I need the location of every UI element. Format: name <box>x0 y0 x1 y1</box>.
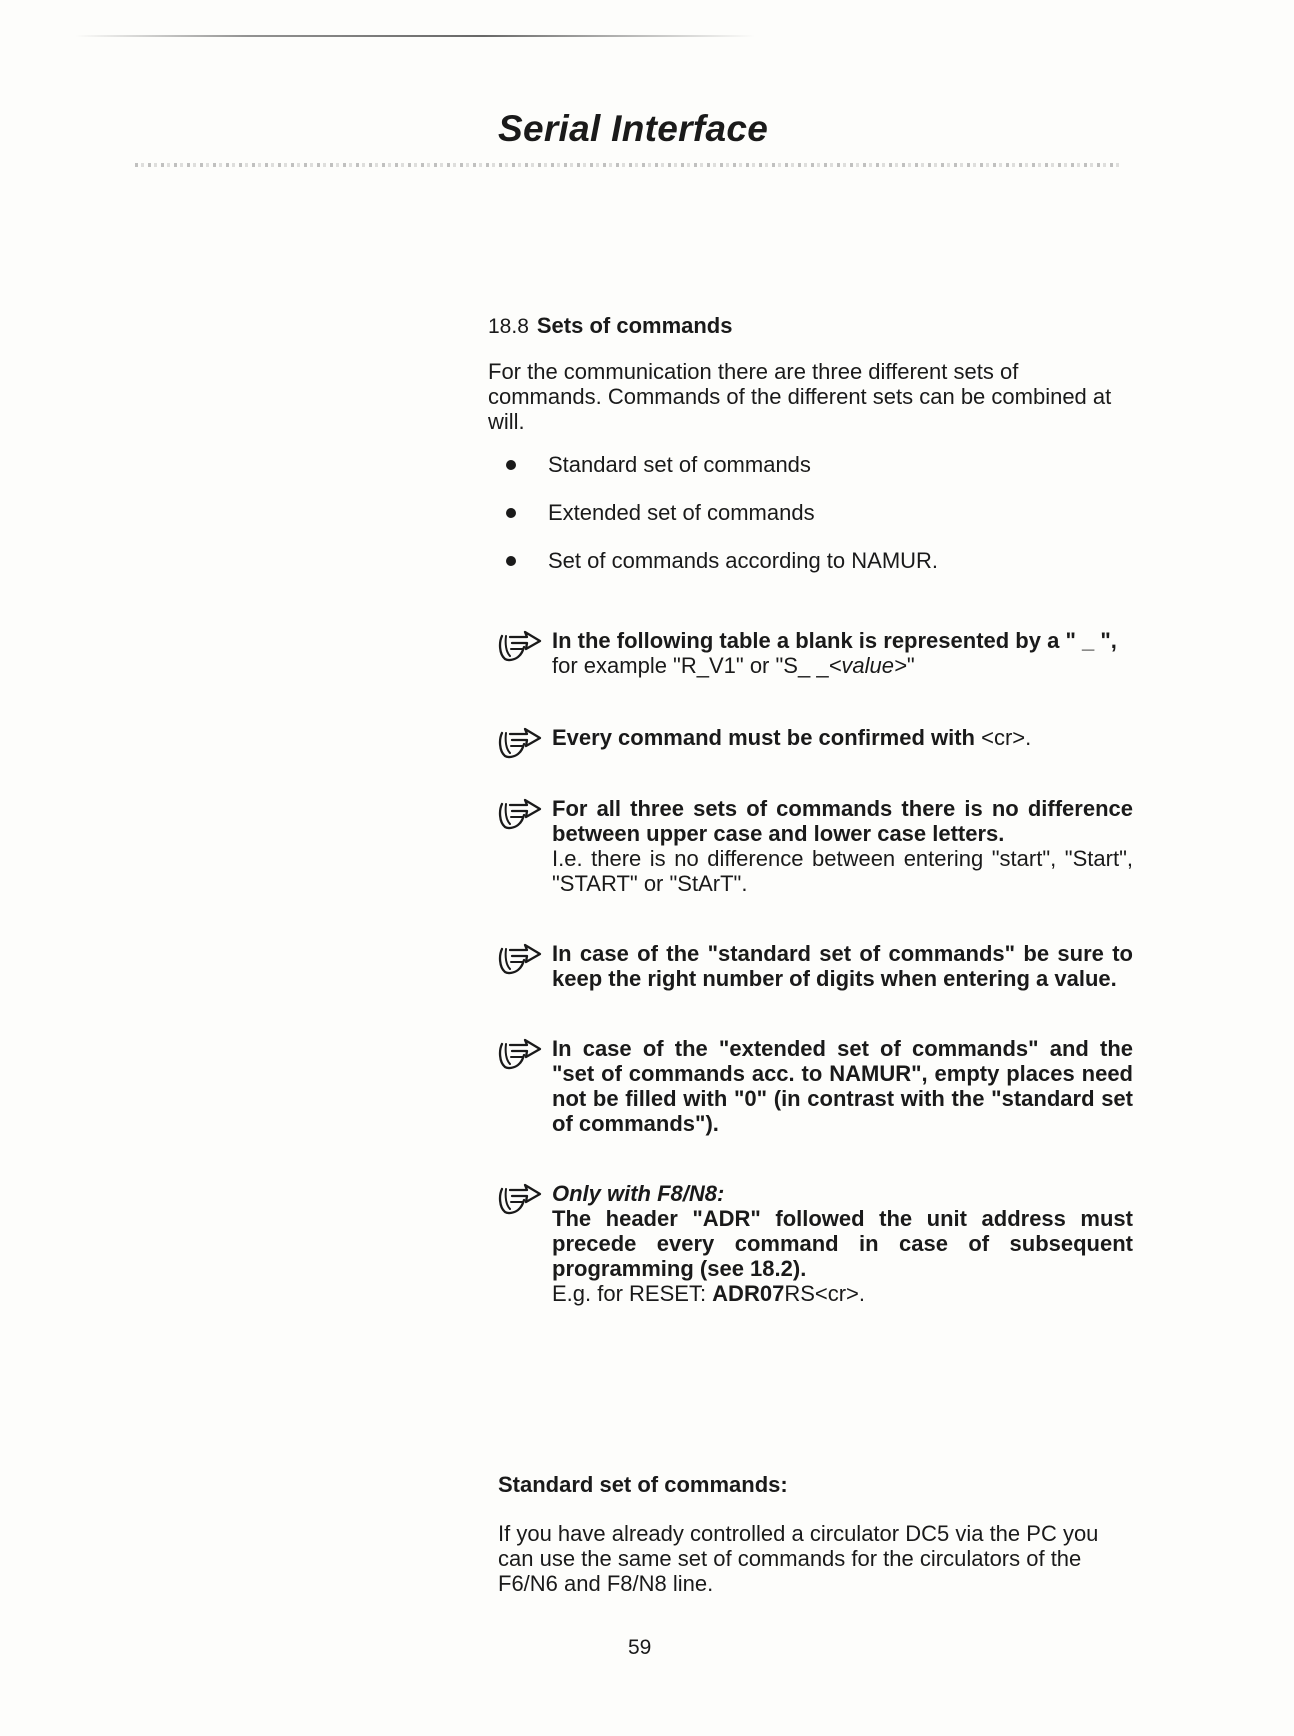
section-number: 18.8 <box>488 315 529 338</box>
pointing-hand-icon <box>496 941 546 977</box>
note-text: for example "R_V1" or "S_ _ <box>552 653 829 678</box>
pointing-hand-icon <box>496 1181 546 1217</box>
note-case-insensitive <box>488 796 1133 896</box>
note-example-line <box>552 653 1133 678</box>
page-number: 59 <box>628 1636 652 1659</box>
bullet-icon <box>506 556 516 566</box>
list-item-text: Standard set of commands <box>548 452 811 477</box>
list-item <box>488 548 1133 573</box>
note-standard-digits <box>488 941 1133 991</box>
note-bold-code: ADR07 <box>712 1281 785 1306</box>
list-item-text: Extended set of commands <box>548 500 815 525</box>
list-item <box>488 500 1133 525</box>
command-set-list <box>488 452 1133 573</box>
note-blank-representation <box>488 628 1133 678</box>
content-column <box>488 313 1133 1306</box>
intro-paragraph: For the communication there are three different sets of commands. Commands of the different sets can be combined at will. <box>488 359 1112 434</box>
pointing-hand-icon <box>496 628 546 664</box>
note-text: " <box>906 653 915 678</box>
note-text: <cr>. <box>974 725 1032 750</box>
section-heading <box>488 313 1133 339</box>
list-item-text: Set of commands according to NAMUR. <box>548 548 939 573</box>
bullet-icon <box>506 508 516 518</box>
note-text: RS<cr>. <box>784 1281 866 1306</box>
pointing-hand-icon <box>496 1036 546 1072</box>
header-rule <box>135 163 1120 167</box>
note-italic-value: <value> <box>828 653 907 678</box>
top-scan-rule <box>75 35 755 37</box>
standard-set-paragraph: If you have already controlled a circulator DC5 via the PC you can use the same set of commands for the circulators of the F6/N6 and F8/N8 line. <box>498 1521 1099 1596</box>
note-text: I.e. there is no difference between entering "start", "Start", "START" or "StArT". <box>552 846 1133 896</box>
note-text: E.g. for RESET: <box>552 1281 713 1306</box>
note-italic-heading: Only with F8/N8: <box>552 1181 725 1206</box>
standard-set-heading: Standard set of commands: <box>498 1472 788 1497</box>
bullet-icon <box>506 460 516 470</box>
note-extended-empty-places <box>488 1036 1133 1136</box>
pointing-hand-icon <box>496 725 546 761</box>
note-bold-text: The header "ADR" followed the unit address must precede every command in case of subsequent programming (see 18.2). <box>552 1206 1133 1281</box>
list-item <box>488 452 1133 477</box>
note-confirm-cr <box>488 725 1133 750</box>
page-header-title: Serial Interface <box>498 108 769 149</box>
note-bold-text: In case of the "extended set of commands" and the "set of commands acc. to NAMUR", empty places need not be filled with "0" (in contrast with the "standard set of commands"). <box>552 1036 1133 1136</box>
note-bold-text: In the following table a blank is represented by a " _ ", <box>552 628 1117 653</box>
note-f8n8-header <box>488 1181 1133 1306</box>
note-bold-text: Every command must be confirmed with <box>552 725 975 750</box>
note-bold-text: For all three sets of commands there is no difference between upper case and lower case letters. <box>552 796 1133 846</box>
pointing-hand-icon <box>496 796 546 832</box>
note-bold-text: In case of the "standard set of commands" be sure to keep the right number of digits when entering a value. <box>552 941 1133 991</box>
section-title: Sets of commands <box>536 313 733 338</box>
note-example-line <box>552 1281 1133 1306</box>
